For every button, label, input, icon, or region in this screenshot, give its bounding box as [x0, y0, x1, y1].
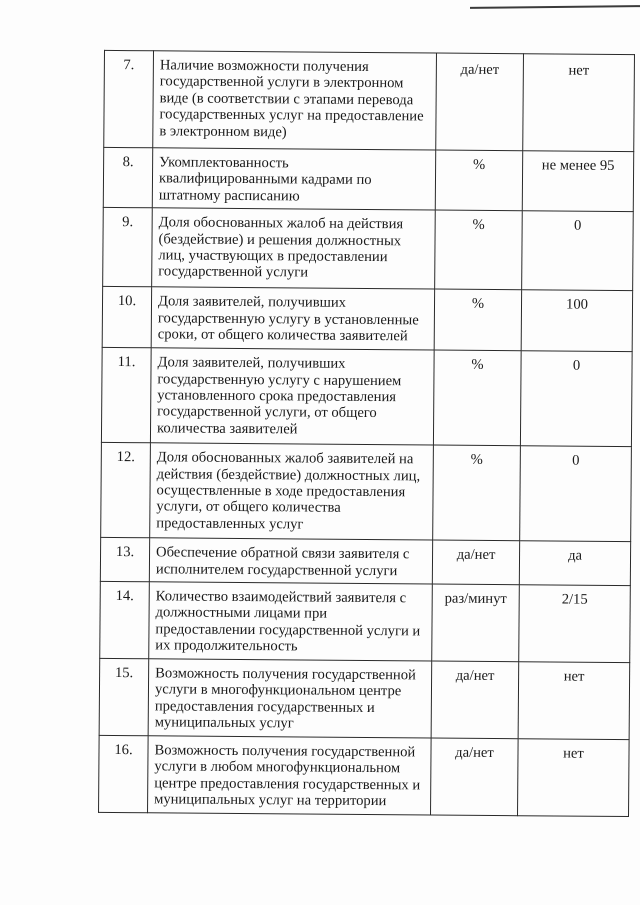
row-number: 16.	[99, 735, 149, 812]
unit-cell: да/нет	[432, 540, 519, 584]
value-cell: да	[519, 541, 630, 586]
table-row	[101, 443, 632, 542]
indicator-name: Количество взаимодействий заявителя с должностными лицами при предоставлении государственной услуги и их продолжительность	[149, 582, 433, 661]
indicator-name: Доля обоснованных жалоб на действия (бездействие) и решения должностных лиц, участвующих в предоставлении государственной услуги	[152, 208, 436, 289]
row-number: 12.	[101, 443, 151, 538]
indicator-name: Укомплектованность квалифицированными кадрами по штатному расписанию	[152, 148, 435, 210]
indicator-name: Доля заявителей, получивших государственную услугу с нарушением установленного срока предоставления государственной услуги, от общего количества заявителей	[150, 348, 434, 445]
row-number: 13.	[100, 538, 149, 582]
indicator-name: Обеспечение обратной связи заявителя с исполнителем государственной услуги	[149, 538, 432, 584]
row-number: 14.	[100, 581, 150, 658]
unit-cell: да/нет	[431, 738, 519, 816]
unit-cell: раз/минут	[432, 584, 520, 662]
indicator-name: Доля обоснованных жалоб заявителей на действия (бездействие) должностных лиц, осуществленные в ходе предоставления услуги, от общего количества предоставленных услуг	[150, 443, 434, 540]
value-cell: 0	[520, 351, 632, 447]
unit-cell: да/нет	[431, 661, 519, 739]
value-cell: 2/15	[519, 585, 631, 663]
value-cell: 100	[521, 290, 632, 352]
unit-cell: да/нет	[436, 53, 524, 151]
table-row	[104, 50, 635, 151]
table-row	[101, 348, 632, 447]
value-cell: нет	[523, 54, 635, 152]
row-number: 7.	[104, 50, 154, 147]
row-number: 9.	[103, 208, 153, 287]
table-row	[103, 147, 633, 211]
table-row	[99, 658, 630, 739]
value-cell: нет	[518, 662, 630, 740]
table-row	[103, 208, 634, 291]
top-edge-rule	[470, 5, 640, 9]
indicator-name: Возможность получения государственной услуги в многофункциональном центре предоставления государственных и муниципальных услуг	[148, 659, 432, 738]
unit-cell: %	[435, 150, 522, 211]
table-row	[100, 581, 631, 662]
value-cell: не менее 95	[522, 151, 633, 212]
indicators-table	[98, 50, 635, 817]
table-row	[102, 287, 632, 352]
indicator-name: Доля заявителей, получивших государственную услугу в установленные сроки, от общего количества заявителей	[151, 287, 434, 350]
table-row	[100, 538, 630, 586]
unit-cell: %	[433, 350, 521, 446]
indicator-name: Наличие возможности получения государственной услуги в электронном виде (в соответствии с этапами перевода государственных услуг на предоставление в электронном виде)	[153, 51, 437, 150]
unit-cell: %	[434, 289, 521, 351]
row-number: 10.	[102, 287, 151, 348]
unit-cell: %	[435, 210, 523, 290]
value-cell: 0	[520, 446, 632, 542]
row-number: 11.	[101, 348, 151, 443]
table-row	[99, 735, 630, 816]
unit-cell: %	[433, 445, 521, 541]
indicator-name: Возможность получения государственной услуги в любом многофункциональном центре предоставления государственных и муниципальных услуг на территории	[148, 736, 432, 815]
value-cell: 0	[522, 211, 634, 291]
row-number: 15.	[99, 658, 149, 735]
value-cell: нет	[518, 739, 630, 817]
row-number: 8.	[103, 147, 152, 208]
